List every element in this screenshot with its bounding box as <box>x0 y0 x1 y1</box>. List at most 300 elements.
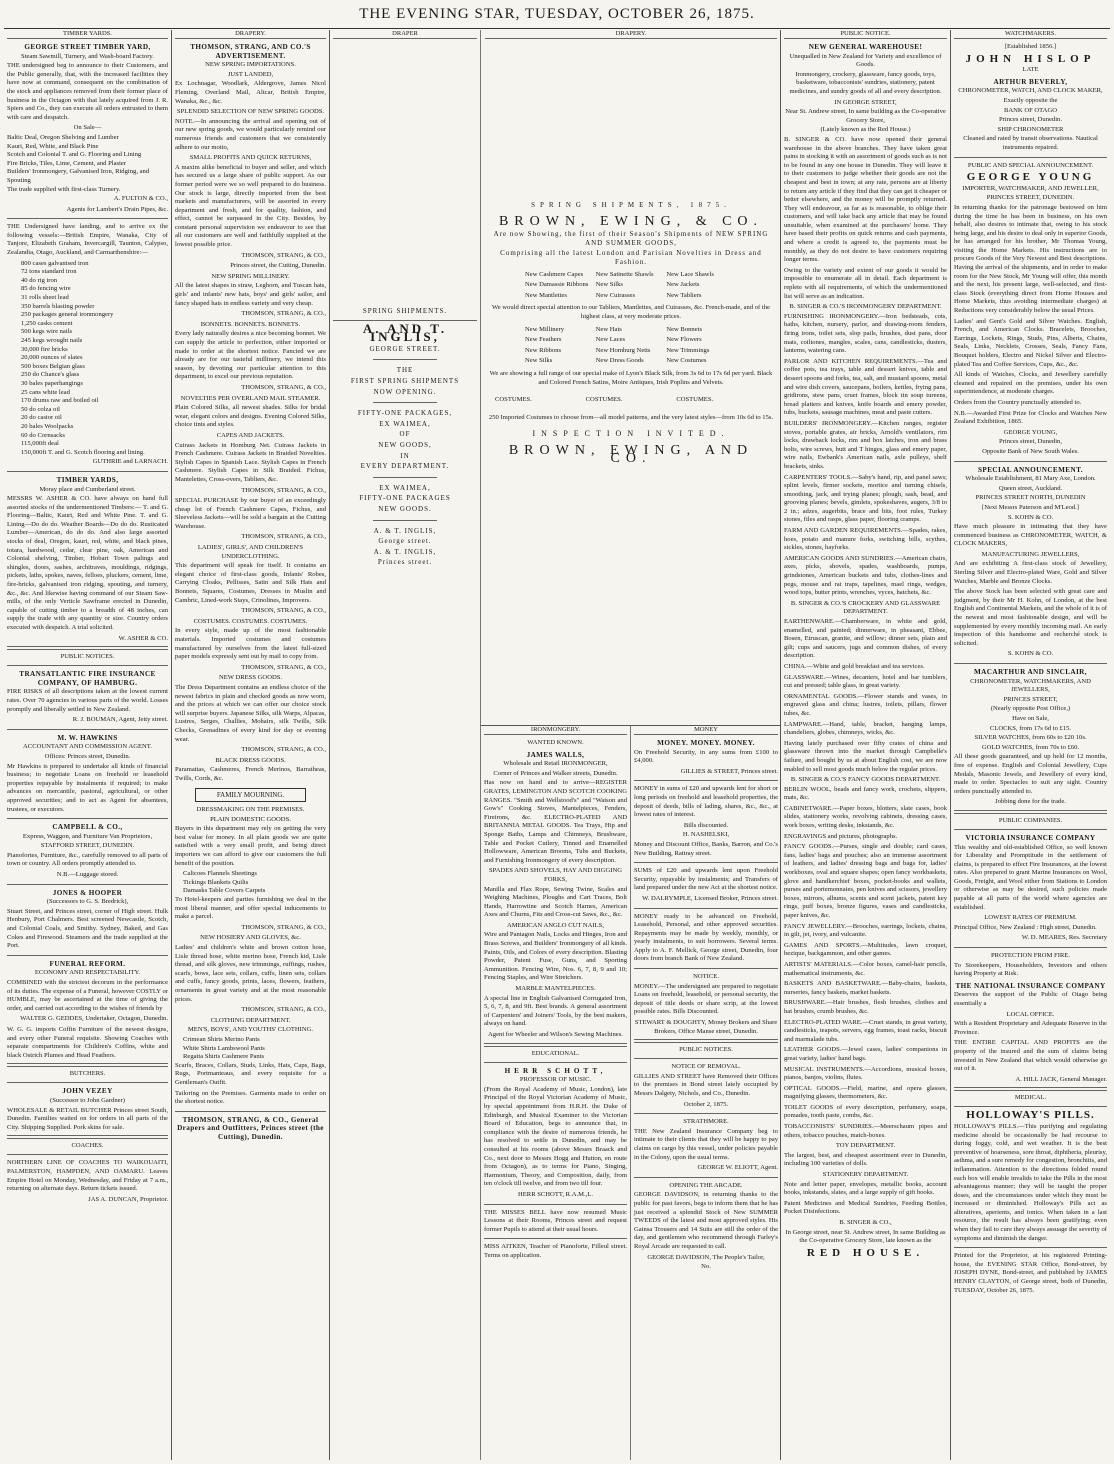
section-header: MEDICAL. <box>1014 1094 1047 1102</box>
ad-heading: SPLENDID SELECTION OF NEW SPRING GOODS. <box>176 108 325 116</box>
ad-signature: W. ASHER & CO. <box>118 634 168 642</box>
list-item: 31 rolls sheet lead <box>21 294 69 302</box>
ad-title: JONES & HOOPER <box>52 888 123 897</box>
ad-body: MUSICAL INSTRUMENTS.—Accordions, musical boxes, pianos, banjos, violins, flutes. <box>784 1065 947 1082</box>
ad-heading: B. SINGER & CO.'S IRONMONGERY DEPARTMENT. <box>789 303 942 311</box>
ad-title: TIMBER YARDS, <box>56 475 119 484</box>
ad-body: NORTHERN LINE OF COACHES TO WAIKOUAITI, PALMERSTON, HAMPDEN, AND OAMARU. Leaves Empire Hotel on Monday, Wednesday, and Friday at 7 a.m., returning on alternate days. Return tickets issued. <box>7 1159 168 1193</box>
ad-signature: H. NASHELSKI, <box>682 831 730 839</box>
ad-subtitle: ECONOMY AND RESPECTABILITY. <box>34 969 141 977</box>
column-header: DRAPERY. <box>235 30 266 37</box>
column-drapery <box>172 30 330 1460</box>
ad-heading: NEW SPRING MILLINERY. <box>211 272 290 280</box>
ad-body: In returning thanks for the patronage bestowed on him during the time he has been in business, on his own behalf, also desires to intimate that, owing to his stock being large, and his desire to deal only in superior Goods, he has arranged for his brother, Mr Thomas Young, visiting the Home Markets. His instructions are to procure Goods of the Very Newest and Best descriptions. Having the arrival of the shipments, and in order to make room for the New Stock, Mr Young will offer, this month and the next, his present large, well-selected, and first-class Stock (everything direct from Home Houses and Home Markets, thus avoiding intermediate charges) at Reductions very considerably below the usual Prices. <box>954 203 1107 315</box>
ad-signature: THOMSON, STRANG, & CO., <box>241 486 326 494</box>
ad-body: ENGRAVINGS and pictures, photographs. <box>784 832 898 840</box>
ad-line: NEW GOODS, <box>378 440 432 449</box>
ad-subtitle: (Successors to G. S. Bredrick), <box>46 898 129 906</box>
brown-ewing-brand: BROWN, EWING, & CO. <box>498 213 764 229</box>
ad-body: In George street, near St. Andrew street, In same Building as the Co-operative Grocery Store, late known as the <box>785 1228 946 1245</box>
ad-body: In every style, made up of the most fashionable materials. Imported costumes and costumes manufactured by ourselves from the latest full-sized paper models expressly sent out by mail to copy from. <box>175 627 326 661</box>
ad-body: GLASSWARE.—Wines, decanters, hotel and bar tumblers, cut and pressed; table glass, in great variety. <box>784 673 947 690</box>
column-header: WATCHMAKERS. <box>1004 30 1057 37</box>
inglis-column <box>330 30 481 1460</box>
ad-line: NEW GOODS. <box>378 504 432 513</box>
ad-line: Queen street, Auckland. <box>998 484 1063 492</box>
ad-title: MONEY. MONEY. MONEY. <box>657 739 755 747</box>
grid-item: New Dress Goods <box>595 357 644 365</box>
ad-title: JOHN VEZEY <box>62 1087 113 1096</box>
ad-line: Cleaned and rated by transit observations. Nautical instruments repaired. <box>963 135 1098 151</box>
ad-body: BUILDERS' IRONMONGERY.—Kitchen ranges, register stoves, portable grates, air bricks, Arnold's ventilators, rim locks, drawback locks, rim and box latches, iron and brass bolts, wire screws, butt and T hinges, glass and emery paper, wire nails, Ewbank's American nails, axle pulleys, shelf brackets, sinks. <box>784 419 947 470</box>
list-item: 250 packages general ironmongery <box>21 311 114 319</box>
section-header: PUBLIC NOTICES. <box>60 653 115 661</box>
goods-grid <box>525 270 737 302</box>
column-draper-wide <box>330 30 781 1460</box>
section-header: EDUCATIONAL. <box>531 1049 580 1057</box>
ad-body: This department will speak for itself. It contains an elegant choice of first-class goods, Infants' Robes, Carrying Cloaks, Pellisses, Satin and Silk Hats and Bonnets, Squares, Costumes, Dresses in Muslin and Cambric, Lined-work Stays, Crinolines, Improvers. <box>175 562 326 604</box>
grid-item: New Millinery <box>525 325 565 333</box>
top-rule <box>4 28 1110 29</box>
ad-body: HOLLOWAY'S PILLS.—This purifying and regulating medicine should be occasionally be had recourse to during foggy, cold, and wet weather. It is the best preventive of hoarseness, sore throat, diphtheria, pleurisy, asthma, and a sure remedy for congestion, bronchitis, and inflammation. Attention to the directions folded round each box will enable invalids to take the Pills in the most advantageous manner; they will be taught the proper doses, and the circumstances under which they must be increased or diminished. Holloway's Pills act as alteratives, aperients, and tonics. When taken in a last resource, the result has always been gratifying; even when they fail to cure they always assuage the severity of symptoms and diminish the danger. <box>954 1122 1107 1242</box>
ad-body: GILLIES AND STREET have Removed their Offices to the premises in Bond street lately occupied by Messrs Dalgety, Nichols, and Co., Dunedin. <box>634 1072 778 1097</box>
ad-line: SILVER WATCHES, from 60s to £20 10s. <box>974 734 1087 742</box>
grid-item: New Hats <box>595 325 622 333</box>
boxed-heading: FAMILY MOURNING. <box>195 788 306 803</box>
item-list <box>175 870 326 896</box>
list-item: 30 bales paperhangings <box>21 379 83 387</box>
ad-line: Are now Showing, the first of their Season's Shipments of NEW SPRING AND SUMMER GOODS, <box>493 230 769 247</box>
ad-signature: GEORGE W. ELIOTT, Agent. <box>697 1164 778 1172</box>
ad-subtitle: Wholesale and Retail IRONMONGER, <box>503 760 608 768</box>
column-watchmakers <box>951 30 1110 1460</box>
ad-line: OF <box>399 430 411 439</box>
ad-body: THE Undersigned have landing, and to arrive ex the following vessels:—British Empire, Wanaka, City of Tanjore, Elizabeth Graham, Invercargill, Taunton, Calypso, Zealandia, Otago, Auckland, and Carmarthenshire:— <box>7 223 168 257</box>
costumes-grid <box>495 395 767 406</box>
list-item: Kauri, Red, White, and Black Pine <box>7 142 99 150</box>
grid-item: New Ribbons <box>525 346 562 354</box>
ad-line: SHIP CHRONOMETER <box>997 125 1064 133</box>
ad-line: CLOCKS, from 17s 6d to £15. <box>989 724 1072 732</box>
ad-line: FIFTY-ONE PACKAGES <box>359 494 451 503</box>
ad-subtitle: PROFESSOR OF MUSIC. <box>519 1076 592 1084</box>
ad-address: Princes street, the Cutting, Dunedin. <box>230 262 326 270</box>
item-list <box>7 134 168 194</box>
ad-heading: SMALL PROFITS AND QUICK RETURNS, <box>189 154 312 162</box>
ad-body: N.B.—Awarded First Prize for Clocks and Watches New Zealand Exhibition, 1865. <box>954 409 1107 426</box>
list-item: Builders' Ironmongery, Galvanised Iron, Ridging, and Spouting <box>7 168 150 184</box>
ad-title: GEORGE STREET TIMBER YARD, <box>24 43 151 51</box>
section-header: PUBLIC COMPANIES. <box>998 816 1063 824</box>
ad-heading: NOTICE. <box>693 973 719 981</box>
ad-body: Pianofortes, Furniture, &c., carefully removed to all parts of town or country. All orders promptly attended to. <box>7 851 168 868</box>
column-header: DRAPER <box>392 30 418 37</box>
ad-address: GEORGE STREET. <box>369 344 441 353</box>
ad-body: THE ENTIRE CAPITAL AND PROFITS are the property of the insured and the sum of claims being invested in New Zealand that which would otherwise go out of it. <box>954 1039 1107 1073</box>
ad-body: THE MISSES BELL have now resumed Music Lessons at their Rooms, Princes street and request former Pupils to attend at their usual hours. <box>484 1208 627 1233</box>
ad-signature: R. J. BOUMAN, Agent, Jetty street. <box>72 716 168 724</box>
ad-heading: OPENING THE ARCADE. <box>669 1181 743 1189</box>
ad-body: Paramattas, Cashmeres, French Merinos, Barratheas, Twills, Cords, &c. <box>175 766 326 782</box>
ad-body: BRUSHWARE.—Hair brushes, flesh brushes, clothes and hat brushes, crumb brushes, &c. <box>784 999 947 1015</box>
ad-signature: THOMSON, STRANG, & CO., <box>241 251 326 259</box>
ad-heading: MANUFACTURING JEWELLERS, <box>981 550 1080 558</box>
ad-subtitle: Offices: Princes street, Dunedin. <box>44 752 131 760</box>
grid-item: New Lace Shawls <box>666 270 714 278</box>
ad-body: Having lately purchased over fifty crates of china and glassware thrown into the market through Campbelle's failure, and bought by us at about English cost, we are now enabled to sell most goods much below the regular prices. <box>784 739 947 773</box>
list-item: 40 do rig iron <box>21 276 58 284</box>
ad-body: PARLOR AND KITCHEN REQUIREMENTS.—Tea and coffee pots, tea trays, table and dessert knives, table and dessert spoons and forks, tea, salt, and mustard spoons, metal and wire dish covers, saucepans, boilers, kettles, frying pans, gridirons, stew pans, cruet frames, block tin soup tureens, bread platters and knives, knife boards and emery powder, tubs, buckets, sausage machines, meat and paste cutters. <box>784 357 947 417</box>
ad-body: Cuirass Jackets in Homburg Net. Cuirass Jackets in French Cashmere. Cuirass Jackets in Braided Novelties. Stylish Capes in Spanish Lace. Stylish Capes in French Cashmere. Stylish Capes in Silk Braided. Fichus, Mantelettes, Cross-overs, Tabliers, &c. <box>175 441 326 483</box>
masthead: THE EVENING STAR, TUESDAY, OCTOBER 26, 1875. <box>359 6 755 22</box>
ad-date: October 2, 1875. <box>683 1100 729 1108</box>
grid-item: New Jackets <box>666 281 700 289</box>
ad-body: Plain Colored Silks, all newest shades. Silks for bridal wear, elegant colors and designs. Evening Colored Silks, choice tints and styles. <box>175 404 326 429</box>
ad-heading: NEW SPRING IMPORTATIONS. <box>205 61 296 69</box>
list-item: Damasks Table Covers Carpets <box>183 887 266 895</box>
ad-signature: GEORGE DAVIDSON, The People's Tailor, <box>647 1253 765 1261</box>
ad-body: FANCY GOODS.—Purses, single and double; card cases, fans, ladies' bags and pouches; also an immense assortment of leathers, and ladies' dressing bags and bags for, ladies' workboxes, oval and square shapes; open fancy workbaskets, glove and handkerchief boxes, pocket-books and wallets, purses and portemonnaies, pen knives and scissors, jewellery boxes, mirrors, albums, scents and scent jackets, patent key rings, puff boxes, bronze figures, vases and candlesticks, paper knives, &c. <box>784 843 947 919</box>
list-item: 20,000 ounces of slates <box>21 354 83 362</box>
list-item: Tickings Blankets Quilts <box>183 878 249 886</box>
ad-body: BASKETS AND BASKETWARE.—Baby-chairs, baskets, nurseries, fancy baskets, market baskets. <box>784 980 947 996</box>
grid-item: New Silks <box>525 357 553 365</box>
ad-body: ELECTRO-PLATED WARE.—Cruet stands, in great variety, candlesticks, teapots, servers, egg frames, toast racks, biscuit and marmalade tubs. <box>784 1018 947 1043</box>
list-item: Fire Bricks, Tiles, Lime, Cement, and Plaster <box>7 159 127 167</box>
grid-item: New Costumes <box>666 357 707 365</box>
list-item: 350 barrels blasting powder <box>21 302 95 310</box>
item-list <box>175 1036 326 1062</box>
ad-subtitle: Unequalled in New Zealand for Variety and excellence of Goods. <box>789 52 942 69</box>
ad-body: ARTISTS' MATERIALS.—Color boxes, camel-hair pencils, mathematical instruments, &c. <box>784 960 947 977</box>
column-header: TIMBER YARDS. <box>63 30 112 37</box>
ad-body: FARM AND GARDEN REQUIREMENTS.—Spades, rakes, hoes, potato and manure forks, switching bills, scythes, sickles, stones, hayforks. <box>784 527 947 552</box>
ad-heading: STRATHMORE. <box>683 1118 729 1126</box>
list-item: 1,250 casks cement <box>21 319 73 327</box>
column-header: IRONMONGERY. <box>530 726 581 733</box>
list-item: 500 kegs wire nails <box>21 328 73 336</box>
ad-body: Has now on hand and to arrive—REGISTER GRATES, LEMINGTON AND SCOTCH COOKING RANGES. "Smith and Wellstood's" and "Watson and Gow's" Cooking Stoves, Mantelpieces, Fenders, Fireirons, &c. ELECTRO-PLATED AND BRITANNIA METAL GOODS. Tea Trays, Hip and Sponge Baths, Lamps and Chimneys, Brushware, Table and Pocket Cutlery, Tinned and Enamelled Hollowware, American Brooms, Tubs and Buckets, and Furnishing Ironmongery of every description. <box>484 779 627 864</box>
ad-heading: LOWEST RATES OF PREMIUM. <box>984 914 1077 922</box>
ad-signature: THOMSON, STRANG, & CO., <box>241 533 326 541</box>
ad-body: FIRE RISKS of all descriptions taken at the lowest current rates. Over 70 agencies in various parts of the world. Losses promptly and liberally settled in New Zealand. <box>7 688 168 713</box>
list-item: 72 tons standard iron <box>21 268 77 276</box>
ad-heading: DRESSMAKING ON THE PREMISES. <box>196 806 305 814</box>
list-item: 245 kegs wrought nails <box>21 337 83 344</box>
ad-signature: WALTER G. GEDDES, Undertaker, Octagon, Dunedin. <box>20 1015 168 1023</box>
grid-item: New Tabliers <box>666 291 702 299</box>
ad-signature: S. KOHN & CO. <box>1007 650 1054 658</box>
ad-body: Agent for Wheeler and Wilson's Sewing Machines. <box>488 1031 623 1038</box>
list-item: 20 bales Woolpacks <box>21 422 74 430</box>
ad-title: HERR SCHOTT, <box>504 1066 607 1075</box>
ad-heading: BONNETS. BONNETS. BONNETS. <box>200 320 301 328</box>
ad-signature: GILLIES & STREET, Princes street. <box>680 767 778 775</box>
grid-item: New Flowers <box>666 336 702 344</box>
ad-body: Every lady naturally desires a nice becoming bonnet. We can supply the article to perfection, either imported or made to order at the shortest notice. Fancied we are already are for our tasteful millinery, we intend this season, by devoting our particular attention to this department, to excel our previous reputation. <box>175 330 326 381</box>
grid-item: New Cuirasses <box>595 291 636 299</box>
ad-signature: B. SINGER & CO., <box>839 1219 892 1226</box>
ad-title: THOMSON, STRANG, AND CO.'S ADVERTISEMENT. <box>190 43 311 60</box>
list-item: The trade supplied with first-class Turnery. <box>7 185 121 193</box>
ad-heading: COSTUMES. COSTUMES. COSTUMES. <box>193 617 308 625</box>
brown-ewing-brand: BROWN, EWING, AND CO. <box>508 442 754 467</box>
ad-body: LEATHER GOODS.—Jewel cases, ladies' companions in great variety, ladies' hand bags. <box>784 1046 947 1062</box>
ad-body: We are showing a full range of our special make of Lyon's Black Silk, from 3s 6d to 17s 6d per yard. Black and Colored French Satins, Moire Antiques, Irish Poplins and Velvets. <box>489 369 773 386</box>
ad-line: Wholesale Establishment, 81 Mary Axe, London. <box>965 475 1096 483</box>
ad-line: Jobbing done for the trade. <box>995 798 1066 806</box>
grid-item: New Satinette Shawls <box>595 270 654 278</box>
ad-heading: B. SINGER & CO.'S CROCKERY AND GLASSWARE DEPARTMENT. <box>790 599 941 616</box>
ad-heading: TOY DEPARTMENT. <box>835 1142 896 1150</box>
ad-signature: THOMSON, STRANG, & CO., <box>241 663 326 671</box>
ad-body: Money and Discount Office, Banks, Barron, and Co.'s New Building, Rattray street. <box>634 840 778 857</box>
list-item: 800 cases galvanised iron <box>21 259 89 267</box>
ad-heading: CAPES AND JACKETS. <box>216 431 285 439</box>
list-item: 30,000 fire bricks <box>21 345 68 353</box>
ad-body: Ironmongery, crockery, glassware, fancy goods, toys, basketware, tobacconists' sundries, stationery, patent medicines, and sundry goods of all and every description. <box>789 70 942 95</box>
ad-title: SPECIAL ANNOUNCEMENT. <box>978 465 1083 474</box>
column-header: PUBLIC NOTICE. <box>840 30 891 37</box>
ad-subtitle: Steam Sawmill, Turnery, and Wash-board Factory. <box>21 52 154 60</box>
ad-heading: AMERICAN ANGLO CUT NAILS, <box>507 921 604 929</box>
ad-body: Have much pleasure in intimating that they have commenced business as CHRONOMETER, WATCH, & CLOCK MAKERS, <box>954 523 1107 548</box>
ad-address: Princes street, Dunedin. <box>999 116 1062 124</box>
ad-line: [Established 1856.] <box>1004 43 1057 50</box>
ad-body: LAMPWARE.—Hand, table, bracket, hanging lamps, chandeliers, globes, chimneys, wicks, &c. <box>784 720 947 737</box>
ad-body: MONEY in sums of £20 and upwards lent for short or long periods on freehold and leasehold properties, the deposit of deeds, bills of lading, shares, &c., &c., at lowest rates of interest. <box>634 785 778 819</box>
section-header: COACHES. <box>71 1142 104 1150</box>
ad-line: [Next Messrs Paterson and M'Leod.] <box>982 503 1079 511</box>
ad-body: We would direct special attention to our Tabliers, Mantlettes, and Cuirasses, &c. French-made, and of the highest class, at very moderate prices. <box>492 304 770 320</box>
ad-body: Wire and Pantagon Nails, Locks and Hinges, Iron and Brass Screws, and Builders' Ironmongery of all kinds. Paints, Oils, and Colors of every description. Blasting Powder, Patent Fuse, Guns, and Sporting Ammunition. Fencing Wire, Nos. 6, 7, 8, 9 and 10; Fencing Staples, and Wire Stretchers. <box>484 931 627 982</box>
list-item: 20 do castor oil <box>21 414 62 422</box>
ad-signature: THOMSON, STRANG, & CO., <box>241 1006 326 1014</box>
ad-body: 250 Imported Costumes to choose from—all model patterns, and the very latest styles—from 10s 6d to 15s. <box>488 413 774 421</box>
ad-heading: PLAIN DOMESTIC GOODS. <box>210 815 291 823</box>
ad-line: EX WAIMEA, <box>379 419 431 428</box>
ad-body: To Hotel-keepers and parties furnishing we deal in the most liberal manner, and offer special inducements to make a parcel. <box>175 896 326 921</box>
ad-body: MONEY.—The undersigned are prepared to negotiate Loans on freehold, leasehold, or personal security, the deposit of title deeds or share scrip, at the lowest possible rates. Bills Discounted. <box>634 982 778 1016</box>
ad-body: THE New Zealand Insurance Company beg to intimate to their clients that they will be happy to pay claims on cargo by this vessel, under policies payable in the Colony, upon the usual terms. <box>634 1127 778 1161</box>
ad-body: B. SINGER & CO. have now opened their general warehouse in the above branches. They have taken great pains in stocking it with an assortment of goods such as is not to be found in any one house in Dunedin. They will leave it to their customers to judge whether their goods are not the cheapest and best in town; at any rate, persons are at liberty to return any article if they find that they can get it cheaper or better elsewhere, and the money will be promptly returned. They will endeavour, as far as is reasonable, to oblige their customers, and will take back any article that may be found unsuitable, when examined at the purchasers' home. They have based their profits on quick returns and cash payments, and where a credit is agreed to, the payments must be monthly, as they do not desire to have customers requiring longer terms. <box>784 135 947 264</box>
ad-line: Have on Sale, <box>1012 714 1049 722</box>
imprint: Printed for the Proprietor, at his registered Printing-house, the EVENING STAR Office, Bond-street, by JOSEPH DYNE, Bond-street, and published by JAMES HENRY CLAYTON, of George street, both of Dunedin, TUESDAY, October 26, 1875. <box>954 1252 1107 1294</box>
ad-heading: JUST LANDED, <box>227 70 274 78</box>
list-item: 85 do fencing wire <box>21 285 71 293</box>
list-item: Regatta Shirts Cashmere Pants <box>183 1053 265 1061</box>
ad-subtitle: IMPORTER, WATCHMAKER, AND JEWELLER, <box>962 184 1099 192</box>
ad-body: W. G. G. imports Coffin Furniture of the newest designs, and every other Funeral requisite. Showing Coaches with separate compartments for Children's Coffins, white and black Ostrich Plumes and Head Feathers. <box>7 1025 168 1059</box>
ad-signature: THOMSON, STRANG, & CO., <box>241 923 326 931</box>
ad-body: THE undersigned beg to announce to their Customers, and the Public generally, that, with the increased facilities they have now at command, consequent on the combination of the stock and appliances removed from their former place of business in the Octagon with that lately acquired from J. R. Spiers and Co., they can execute all orders entrusted to them with care and despatch. <box>7 62 168 121</box>
ad-line: IN <box>400 451 410 460</box>
list-item: 500 boxes Belgian glass <box>21 362 85 370</box>
ad-signature: GEORGE YOUNG, <box>1003 428 1058 436</box>
ad-signature: Agents for Lambert's Drain Pipes, &c. <box>66 205 168 213</box>
ad-heading: LOCAL OFFICE. <box>1006 1010 1055 1018</box>
ad-heading: NOTICE OF REMOVAL. <box>671 1063 741 1071</box>
grid-item: New Trimmings <box>666 346 710 354</box>
grid-item: New Cashmere Capes <box>525 270 584 278</box>
ad-heading: LADIES', GIRLS', AND CHILDREN'S UNDERCLOTHING. <box>197 544 304 560</box>
ad-line: EX WAIMEA, <box>379 483 431 492</box>
ad-signature: A. & T. INGLIS, <box>373 526 437 535</box>
ad-body: MISS AITKEN, Teacher of Pianoforte, Filleul street. Terms on application. <box>484 1243 627 1259</box>
ad-body: AMERICAN GOODS AND SUNDRIES.—American chairs, axes, picks, shovels, spades, washboards, pumps, grindstones, American buckets and tubs, clothes-lines and pegs, mouse and rat traps, tapelines, mael rings, wedges, wood tops, butter prints, wrenches, vyces, hatchets, &c. <box>784 554 947 597</box>
ad-address: PRINCES STREET, DUNEDIN. <box>986 194 1075 202</box>
ad-title: JOHN HISLOP <box>965 52 1096 65</box>
ad-title: M. W. HAWKINS <box>57 733 118 742</box>
ad-line: Bills discounted. <box>683 821 729 829</box>
ad-body: All these goods guaranteed, and up held for 12 months, free of expense. English and Colonial Jewellery, Cups Medals, Masonic Jewels, and Jewellery of every kind, made to order. Spectacles to suit any sight. Country orders punctually attended to. <box>954 753 1107 795</box>
ad-body: OPTICAL GOODS.—Field, marine, and opera glasses, magnifying glasses, thermometers, &c. <box>784 1084 947 1101</box>
ad-heading: INSPECTION INVITED. <box>532 429 730 439</box>
ad-line: EVERY DEPARTMENT. <box>360 462 450 471</box>
ad-body: BERLIN WOOL, beads and fancy work, crochets, slippers, mats, &c. <box>784 785 947 802</box>
ad-body: Stuart Street, and Princes street, corner of High street. Hulk Henbury, Port Chalmers. Best screened Newcastle, Scotch, and Colonial Coals, and Smithy. Sydney, Baked, and Gas Cokes and Firewood. Steamers and the trade supplied at the Port. <box>7 907 168 950</box>
ad-line: LATE <box>1022 66 1039 74</box>
list-item: Calicoes Flannels Sheetings <box>183 870 257 878</box>
ad-signature: W. DALRYMPLE, Licensed Broker, Princes street. <box>642 894 778 902</box>
ad-line: (Lately known as the Red House.) <box>820 126 911 134</box>
ad-address: Corner of Princes and Walker streets, Dunedin. <box>493 769 618 777</box>
ad-body: CARPENTERS' TOOLS.—Saby's hand, rip, and panel saws; splint levels, firmer sockets, mortice and turning chisels, smoothing, jack, and trying planes; plough, sash, bead, and grooving planes; bevels, gimlets, spokeshaves, augers, 3/8 to 2 in.; adzes, augerbits, brace and bits, foot rules, Turkey stones, files and rasps, glass paper, flooring cramps. <box>784 473 947 524</box>
ad-line: GOLD WATCHES, from 70s to £60. <box>981 743 1080 751</box>
ad-line: (Nearly opposite Post Office,) <box>990 705 1071 713</box>
list-item: 115,000ft deal <box>21 440 59 448</box>
ad-body: (From the Royal Academy of Music, London), late Principal of the Royal Victorian Academy of Music, by special appointment from H.R.H. the Duke of Edinburgh, and Musical Examiner to the Victorian Board of Education, begs to announce that, in compliance with the desire of numerous friends, he has resolved to settle in Dunedin, and may be consulted at his rooms (above Messrs Braack and Co., next door to Messrs Hogg and Hutton, en route from Octagon), as to terms for Piano, Singing, Harmonium, Theory, and Composition, daily, from ten o'clock till twelve, and from two till four. <box>484 1085 627 1188</box>
ad-subtitle: On Sale— <box>73 124 102 132</box>
ad-body: Scarfs, Braces, Collars, Studs, Links, Hats, Caps, Bags, Rugs, Portmanteaus, and every requisite for a Gentleman's Outfit. <box>175 1061 326 1086</box>
ad-body: Mr Hawkins is prepared to undertake all kinds of financial business; to negotiate Loans on freehold or leasehold properties repayable by instalments if required; to make advances on mercantile, pastoral, agricultural, or other approved securities; and to act as Agent for absentees, trustees, or executors. <box>7 762 168 813</box>
ad-heading: CLOTHING DEPARTMENT. <box>210 1016 291 1024</box>
ad-title: CAMPBELL & CO., <box>52 823 123 832</box>
ad-heading: NEW HOSIERY AND GLOVES, &c. <box>200 934 301 942</box>
ad-body: This wealthy and old-established Office, so well known for Liberality and Promptitude in the settlement of claims, is prepared to effect Fire Insurances, at the lowest rates. Also prepared to grant Marine Insurances on Wool, Goods, Freight, and Wool either from Stations to London or otherwise as may be desired, such policies made payable at all parts of the world where agencies are established. <box>954 843 1107 911</box>
grid-item: New Mantlettes <box>525 291 567 299</box>
ad-body: TOILET GOODS of every description, perfumery, soaps, pomades, tooth paste, combs, &c. <box>784 1103 947 1120</box>
ad-subtitle: CHRONOMETER, WATCHMAKERS, AND JEWELLERS, <box>970 677 1091 694</box>
ad-line: Comprising all the latest London and Parisian Novelties in Dress and Fashion. <box>500 249 762 266</box>
ad-body: Deserves the support of the Public of Otago being essentially a <box>954 991 1107 1007</box>
ad-body: To Storekeepers, Householders, Investors and others having Property at Risk. <box>954 961 1107 978</box>
goods-grid <box>525 325 737 367</box>
ad-signature: THOMSON, STRANG, & CO., <box>241 383 326 391</box>
ad-title: THOMSON, STRANG, & CO., General Drapers and Outfitters, Princes street (the Cutting), Dunedin. <box>177 1115 324 1141</box>
ad-body: TOBACCONISTS' SUNDRIES.—Meerschaum pipes and others, tobacco pouches, match-boxes. <box>784 1123 947 1139</box>
grid-item: New Homburg Netts <box>595 346 651 354</box>
ad-subtitle: Express, Waggon, and Furniture Van Proprietors, <box>22 832 153 840</box>
grid-item: New Silks <box>595 281 623 289</box>
grid-item: New Laces <box>595 336 626 344</box>
ad-body: And are exhibiting A first-class stock of Jewellery, Sterling Silver and Electro-plated Ware, Gold and Silver Watches, Marble and Bronze Clocks. <box>954 560 1107 585</box>
ad-body: Ladies' and children's white and brown cotton hose, Lisle thread hose, white merino hose, French kid, Lisle thread, and silk gloves, new trimmings, ruffings, rushes, scarfs, bows, lace sets, collars, cuffs, linen sets, collars and cuffs, fancy goods, prints, laces, flowers, feathers, ornaments in great variety and at the most reasonable prices. <box>175 944 326 1003</box>
ad-line: BANK OF OTAGO <box>1004 106 1057 114</box>
money-column <box>631 725 781 1460</box>
ad-heading: B. SINGER & CO.'S FANCY GOODS DEPARTMENT. <box>790 776 941 784</box>
ad-signature: THOMSON, STRANG, & CO., <box>241 607 326 615</box>
ad-heading: NEW DRESS GOODS. <box>218 674 283 682</box>
ad-body: NOTE.—In announcing the arrival and opening out of our new spring goods, we would particularly remind our numerous friends and customers that we consistently adhere to our motto, <box>175 117 326 151</box>
ad-body: WHOLESALE & RETAIL BUTCHER Princes street South, Dunedin. Families waited on for orders in all parts of the City. Shipping Supplied. Pork skins for sale. <box>7 1106 168 1131</box>
column-header: DRAPERY. <box>615 30 647 37</box>
ad-signature: HERR SCHOTT, R.A.M.,L. <box>518 1190 593 1198</box>
ad-body: A maxim alike beneficial to buyer and seller, and which has secured us a large share of public support. As our former period were we so well prepared to do business. Our stock is large, directly imported from the best markets and manufacturers, will be assorted in every department and fresh, and for quality, fashion, and effect, cannot be surpassed in the City. Besides, by constant personal supervision we endeavour to see that all our customers are well and faithfully supplied at the lowest possible price. <box>175 163 326 249</box>
ad-title: MACARTHUR AND SINCLAIR, <box>974 668 1087 676</box>
ad-signature: S. KOHN & CO. <box>1007 513 1054 521</box>
section-header: BUTCHERS. <box>69 1070 106 1078</box>
list-item: 50 do colza oil <box>21 405 61 413</box>
ad-signature: A. FULTON & CO., <box>113 195 168 203</box>
ad-subtitle: ARTHUR BEVERLY, <box>993 77 1068 86</box>
ad-signature: JAS A. DUNCAN, Proprietor. <box>88 1195 168 1203</box>
item-list <box>7 260 168 458</box>
ad-line: FIFTY-ONE PACKAGES, <box>357 409 453 418</box>
list-item: Crimean Shirts Merino Pants <box>183 1035 260 1043</box>
ad-heading: SPADES AND SHOVELS, HAY AND DIGGING FORKS, <box>489 867 622 883</box>
ad-body: SPECIAL PURCHASE by our buyer of an exceedingly cheap lot of French Cashmere Capes, Fichus, and Sleeveless Jackets—will be sold a bargain at the Cutting Warehouse. <box>175 497 326 530</box>
ad-title: GEORGE YOUNG <box>966 171 1095 184</box>
ad-signature: THOMSON, STRANG, & CO., <box>241 746 326 754</box>
ad-body: All the latest shapes in straw, Leghorn, and Tuscan hats, girls' and infants' new hats, boys' and girls' sailor, and fancy shaped hats in endless variety and very cheap. <box>175 282 326 307</box>
ad-title: NEW GENERAL WAREHOUSE! <box>808 43 923 51</box>
ad-line: PRINCES STREET NORTH, DUNEDIN <box>975 494 1086 502</box>
ad-signature: W. D. MEARES, Res. Secretary <box>1021 934 1107 942</box>
list-item: Scotch and Colonial T. and G. Flooring and Lining <box>7 151 142 159</box>
ad-address: Opposite Bank of New South Wales. <box>982 447 1079 455</box>
ad-signature: A. HILL JACK, General Manager. <box>1015 1075 1107 1083</box>
ad-body: The Dress Department contains an endless choice of the newest fabrics in plain and checked goods as now worn, and the prices at which we can offer our choice stock will surprise buyers. Japanese Silks, silk Warps, Alpacas, Lustres, Serges, Challies, Mohairs, silk Twills, Silk Checks, Grenadines of every kind for day or evening wear. <box>175 683 326 743</box>
ad-body: Buyers in this department may rely on getting the very best value for money. In all plain goods we are quite satisfied with a very small profit, and being direct importers we can afford to give our customers the full benefit of the position. <box>175 825 326 867</box>
ad-body: FANCY JEWELLERY.—Brooches, earrings, lockets, chains, in gilt, jet, ivory, and vulcanite. <box>784 922 947 939</box>
ad-subtitle: ACCOUNTANT AND COMMISSION AGENT. <box>23 743 152 751</box>
ad-address: Princes street, Dunedin, <box>999 438 1062 446</box>
ad-heading: BLACK DRESS GOODS. <box>215 756 286 764</box>
list-item: 170 drums raw and boiled oil <box>21 397 99 405</box>
ad-body: ORNAMENTAL GOODS.—Flower stands and vases, in engraved glass and china; lustres, toilets, pillars, flower tubes, &c. <box>784 692 947 717</box>
list-item: 150,000ft T. and G. Scotch flooring and lining. <box>21 448 145 456</box>
ad-title: JAMES WALLS, <box>526 750 585 759</box>
ad-heading: MEN'S, BOYS', AND YOUTHS' CLOTHING. <box>187 1026 314 1034</box>
ad-body: Manilla and Flax Rope, Sewing Twine, Scales and Weighing Machines, Ploughs and Cart Traces, Bolt Hands, Harrowtine and Scotch Harnes, American Axes and Churns, Fits and Cross-cut Saws, &c., &c. <box>484 885 627 919</box>
ad-line: THE <box>396 366 414 375</box>
ad-body: On Freehold Security, in any sums from £100 to £4,000. <box>634 748 778 765</box>
column-timber <box>4 30 172 1460</box>
ad-body: A special line in English Galvanised Corrugated Iron, 5, 6, 7, 8, and 9ft. Best brands. A general assortment of Carpenters' and Joiners' Tools, by the best makers, always on hand. <box>484 994 627 1028</box>
ironmongery-column <box>481 725 631 1460</box>
ad-heading: SPRING SHIPMENTS, 1875. <box>531 201 731 209</box>
ad-address: Near St. Andrew street, In same building as the Co-operative Grocery Store, <box>785 108 946 124</box>
ad-heading: PUBLIC AND SPECIAL ANNOUNCEMENT. <box>967 161 1094 169</box>
ad-title: FUNERAL REFORM. <box>49 959 126 968</box>
list-item: Baltic Deal, Oregon Shelving and Lumber <box>7 133 119 141</box>
grid-item: New Damassie Ribbons <box>525 281 589 289</box>
grid-item: COSTUMES. <box>676 396 714 404</box>
ad-subtitle: (Successor to John Gardner) <box>50 1096 125 1104</box>
ad-address: George street. <box>378 537 432 546</box>
list-item: White Shirts Lambswool Pants <box>183 1044 265 1052</box>
ad-address: PRINCES STREET, <box>1003 695 1058 703</box>
ad-body: Ladies' and Gent's Gold and Silver Watches. English, French, and American Clocks. Bracelets, Brooches, Earrings, Lockets, Rings, Studs, Pins, Alberts, Chains, Seals, Links, Necklets, Crosses, Seals, Fancy Fans, Bouquet holders, Electro and Nickel Silver and Electro-plated Tea and Coffee Services, Cups, &c., &c. <box>954 317 1107 368</box>
brown-ewing-ad <box>481 30 781 725</box>
ad-body: CABINETWARE.—Paper boxes, blotters, slate cases, book slides, stationery works, revolving cabinets, dressing cases, work boxes, writing desks, inkstands, &c. <box>784 804 947 830</box>
ad-heading: MARBLE MANTELPIECES. <box>515 985 596 993</box>
ad-heading: IN GEORGE STREET, <box>834 98 897 106</box>
ad-title: VICTORIA INSURANCE COMPANY <box>965 833 1096 842</box>
ad-body: Principal Office, New Zealand : High street, Dunedin. <box>954 923 1097 931</box>
column-public-notice <box>781 30 951 1460</box>
